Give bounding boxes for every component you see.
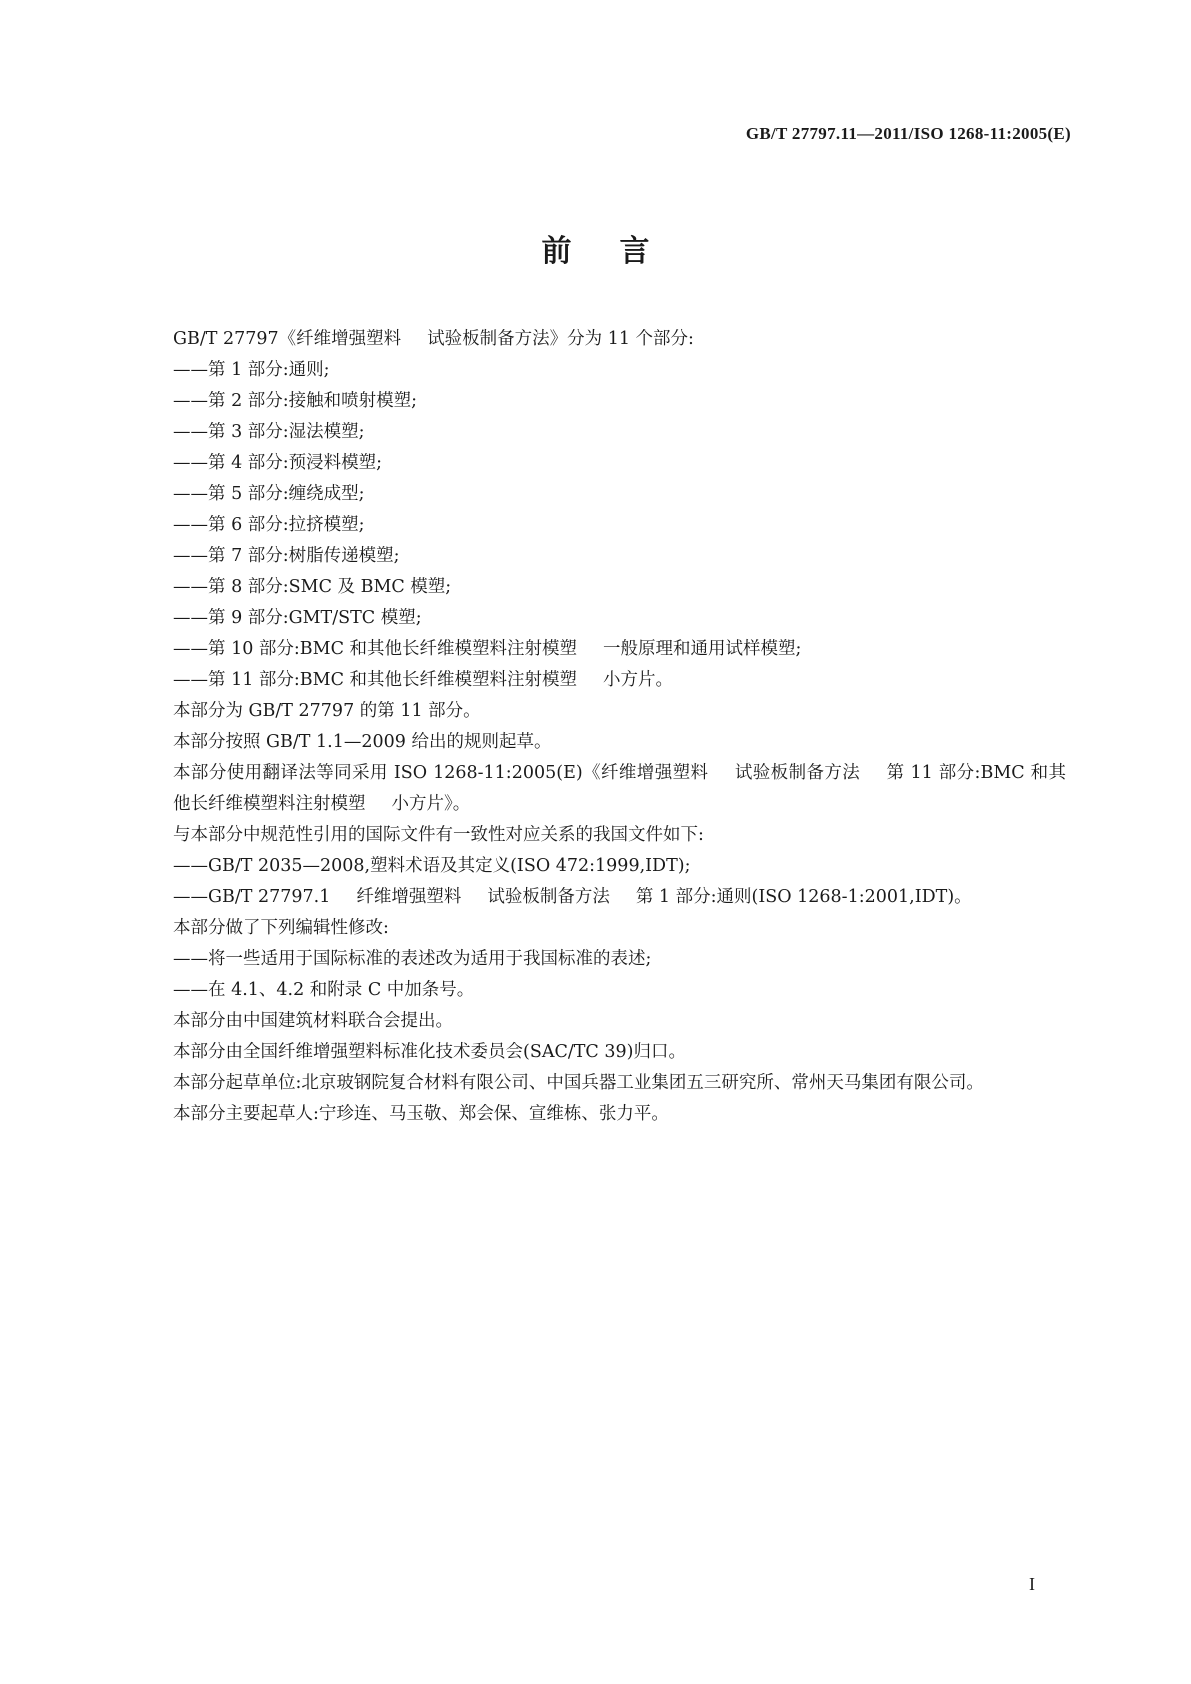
ref2-text-1: ——GB/T 27797.1 [173, 887, 331, 907]
part-list-item: ——第 9 部分:GMT/STC 模塑; [173, 608, 422, 628]
part-of-series-paragraph: 本部分为 GB/T 27797 的第 11 部分。 [173, 701, 481, 721]
edit-list-item: ——在 4.1、4.2 和附录 C 中加条号。 [173, 980, 475, 1000]
correspondence-paragraph: 与本部分中规范性引用的国际文件有一致性对应关系的我国文件如下: [173, 825, 704, 845]
part-list-item: ——第 3 部分:湿法模塑; [173, 422, 365, 442]
intro-text-a: GB/T 27797《纤维增强塑料 [173, 329, 402, 349]
part10-text-b: 一般原理和通用试样模塑; [603, 639, 802, 659]
foreword-body [136, 324, 1066, 1130]
part-list-item: ——第 2 部分:接触和喷射模塑; [173, 391, 418, 411]
part11-text-b: 小方片。 [603, 670, 674, 690]
page-title: 前言 [541, 234, 698, 269]
adoption-text-1: 本部分使用翻译法等同采用 ISO 1268-11:2005(E)《纤维增强塑料 [173, 763, 709, 783]
ref2-text-4: 第 1 部分:通则(ISO 1268-1:2001,IDT)。 [635, 887, 972, 907]
edits-intro-paragraph: 本部分做了下列编辑性修改: [173, 918, 389, 938]
adoption-text-4: 小方片》。 [391, 794, 471, 814]
centralized-by-paragraph: 本部分由全国纤维增强塑料标准化技术委员会(SAC/TC 39)归口。 [173, 1042, 686, 1062]
part-list-item: ——第 8 部分:SMC 及 BMC 模塑; [173, 577, 452, 597]
part-list-item: ——第 1 部分:通则; [173, 360, 330, 380]
part11-text-a: ——第 11 部分:BMC 和其他长纤维模塑料注射模塑 [173, 670, 578, 690]
drafters-paragraph: 本部分主要起草人:宁珍连、马玉敬、郑会保、宣维栋、张力平。 [173, 1104, 669, 1124]
intro-text-b: 试验板制备方法》分为 11 个部分: [427, 329, 694, 349]
adoption-text-2: 试验板制备方法 [734, 763, 861, 783]
part10-text-a: ——第 10 部分:BMC 和其他长纤维模塑料注射模塑 [173, 639, 578, 659]
edit-list-item: ——将一些适用于国际标准的表述改为适用于我国标准的表述; [173, 949, 652, 969]
drafting-units-paragraph: 本部分起草单位:北京玻钢院复合材料有限公司、中国兵器工业集团五三研究所、常州天马集团有限公司。 [173, 1073, 984, 1093]
standard-code-header: GB/T 27797.11—2011/ISO 1268-11:2005(E) [745, 124, 1071, 143]
adoption-text-3: 第 11 部分:BMC 和其他长纤维模塑料注射模塑 [173, 763, 1067, 814]
part-list-item: ——第 5 部分:缠绕成型; [173, 484, 365, 504]
part-list-item: ——第 7 部分:树脂传递模塑; [173, 546, 400, 566]
reference-list-item: ——GB/T 2035—2008,塑料术语及其定义(ISO 472:1999,IDT); [173, 856, 691, 876]
reference-list-item-2 [136, 882, 1066, 913]
ref2-text-2: 纤维增强塑料 [356, 887, 462, 907]
ref2-text-3: 试验板制备方法 [487, 887, 610, 907]
part-list-item: ——第 6 部分:拉挤模塑; [173, 515, 365, 535]
part-list-item-11 [136, 665, 1066, 696]
part-list-item: ——第 4 部分:预浸料模塑; [173, 453, 383, 473]
part-list-item-10 [136, 634, 1066, 665]
intro-paragraph [136, 324, 1066, 355]
drafting-rules-paragraph: 本部分按照 GB/T 1.1—2009 给出的规则起草。 [173, 732, 552, 752]
proposed-by-paragraph: 本部分由中国建筑材料联合会提出。 [173, 1011, 453, 1031]
adoption-paragraph [136, 758, 1066, 820]
page-number: I [1029, 1574, 1035, 1594]
